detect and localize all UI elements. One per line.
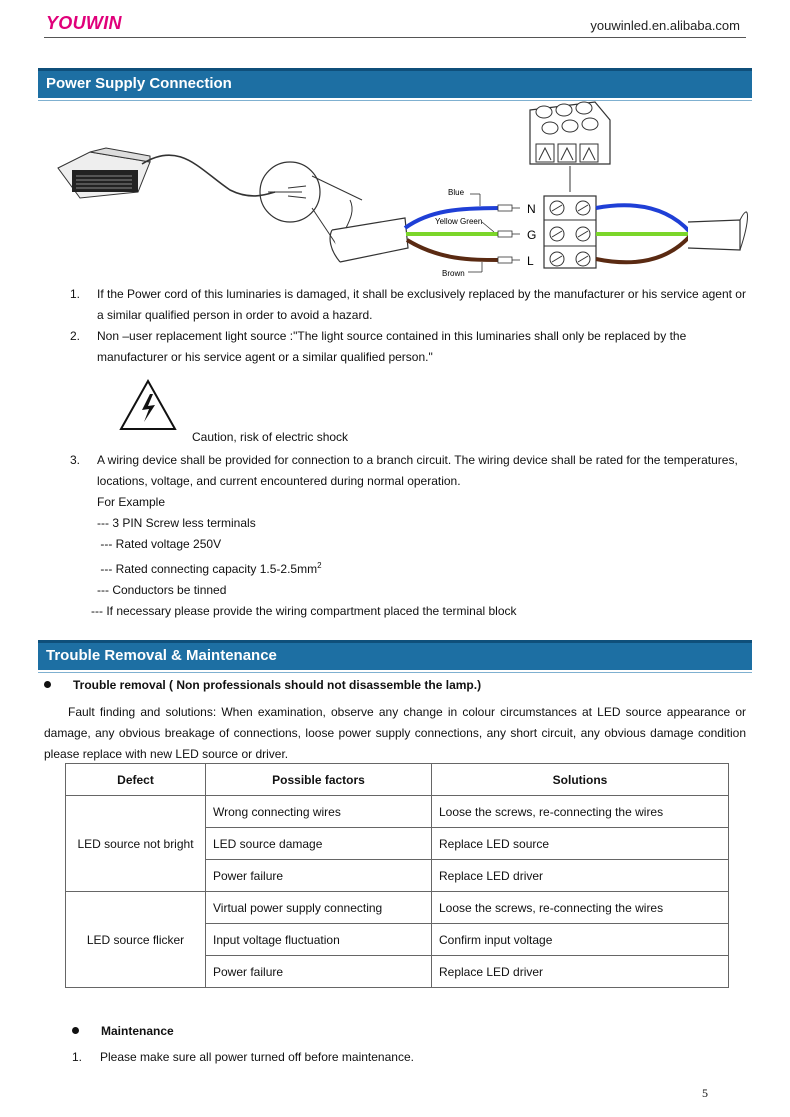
factor-cell: Input voltage fluctuation	[206, 924, 432, 956]
trouble-heading: Trouble removal ( Non professionals should not disassemble the lamp.)	[44, 678, 481, 692]
table-header-row	[66, 764, 729, 796]
factor-cell: Wrong connecting wires	[206, 796, 432, 828]
label-g: G	[527, 228, 537, 242]
wiring-diagram	[50, 100, 750, 280]
trouble-paragraph: Fault finding and solutions: When examination, observe any change in colour circumstances at LED source appearance or damage, any obvious breakage of connections, loose power supply connections, any short circuit, any obvious damage condition please replace with new LED source or driver.	[44, 705, 746, 761]
maintenance-item: 1. Please make sure all power turned off before maintenance.	[72, 1050, 414, 1064]
label-l: L	[527, 254, 534, 268]
column-header: Defect	[66, 764, 206, 796]
defect-cell: LED source not bright	[66, 796, 206, 892]
terminal-block	[544, 196, 596, 268]
bullet-icon	[44, 681, 51, 688]
defect-cell: LED source flicker	[66, 892, 206, 988]
factor-cell: Virtual power supply connecting	[206, 892, 432, 924]
section-header-trouble	[38, 640, 752, 670]
page-header	[44, 12, 746, 38]
list-item: 3. A wiring device shall be provided for connection to a branch circuit. The wiring device shall be rated for the temperatures, locations, voltage, and current encountered during normal operation. For Example --- 3 PIN Screw less terminals --- Rated voltage 250V --- Rated connecting capacity $1.5-2.5mm^2$ --- Conductors be tinned --- If necessary please provide the wiring compartment placed the terminal block	[70, 453, 738, 618]
solution-cell: Replace LED source	[432, 828, 729, 860]
table-row	[66, 796, 729, 828]
solution-cell: Replace LED driver	[432, 956, 729, 988]
solution-cell: Confirm input voltage	[432, 924, 729, 956]
lamp-fixture-illustration	[58, 148, 150, 198]
page-number: 5	[702, 1086, 708, 1100]
instruction-list-cont	[70, 450, 750, 622]
maintenance-heading: Maintenance	[72, 1024, 174, 1038]
section-title: Power Supply Connection	[46, 75, 232, 92]
trouble-table	[65, 763, 729, 988]
terminal-block-top-view	[530, 102, 610, 192]
column-header: Solutions	[432, 764, 729, 796]
solution-cell: Loose the screws, re-connecting the wires	[432, 892, 729, 924]
section-header-power	[38, 68, 752, 98]
solution-cell: Replace LED driver	[432, 860, 729, 892]
site-url: youwinled.en.alibaba.com	[590, 18, 740, 33]
list-item: 1. If the Power cord of this luminaries is damaged, it shall be exclusively replaced by the manufacturer or his service agent or a similar qualified person in order to avoid a hazard.	[70, 287, 746, 322]
solution-cell: Loose the screws, re-connecting the wires	[432, 796, 729, 828]
section-title: Trouble Removal & Maintenance	[46, 647, 277, 664]
brand-logo: YOUWIN	[46, 13, 122, 33]
factor-cell: Power failure	[206, 956, 432, 988]
instruction-list	[70, 284, 750, 368]
label-n: N	[527, 202, 536, 216]
bullet-icon	[72, 1027, 79, 1034]
label-brown: Brown	[442, 269, 465, 278]
list-item: 2. Non –user replacement light source :"The light source contained in this luminaries shall only be replaced by the manufacturer or his service agent or a similar qualified person."	[70, 329, 687, 364]
table-row	[66, 892, 729, 924]
caution-text: Caution, risk of electric shock	[192, 430, 349, 444]
electric-shock-warning-icon	[118, 378, 178, 432]
factor-cell: LED source damage	[206, 828, 432, 860]
factor-cell: Power failure	[206, 860, 432, 892]
column-header: Possible factors	[206, 764, 432, 796]
label-yellow-green: Yellow Green	[435, 217, 483, 226]
label-blue: Blue	[448, 188, 465, 197]
